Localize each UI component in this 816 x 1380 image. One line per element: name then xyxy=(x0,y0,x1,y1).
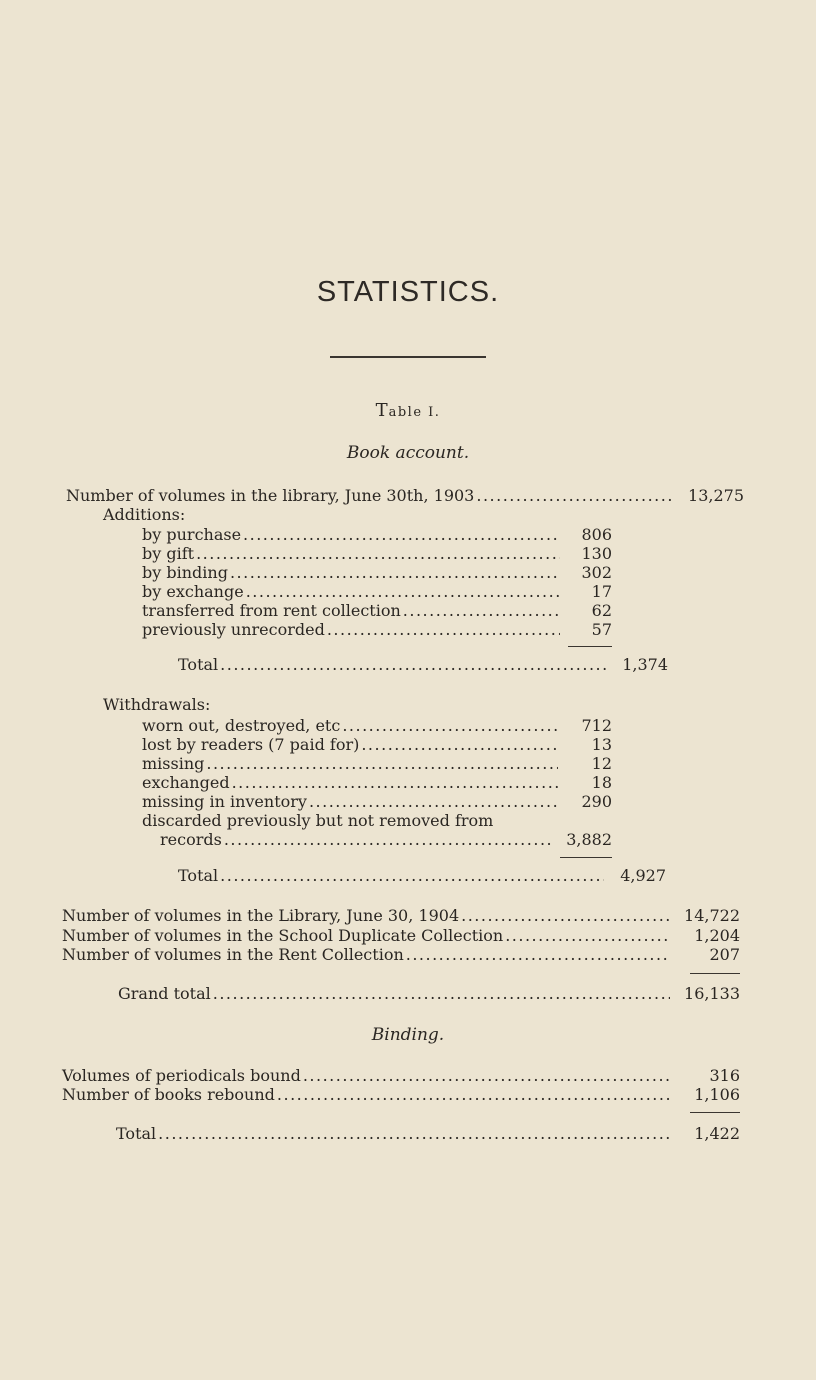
table-label xyxy=(0,400,816,421)
heading-rule xyxy=(330,356,486,358)
withdrawals-label: Withdrawals: xyxy=(103,695,211,714)
binding-rule xyxy=(690,1112,740,1113)
summary-value: 1,204 xyxy=(694,926,740,945)
binding-row: Volumes of periodicals bound ..... xyxy=(62,1066,672,1086)
addition-row: by gift ..... xyxy=(142,544,562,564)
addition-row: transferred from rent collection ..... xyxy=(142,601,562,621)
addition-value: 62 xyxy=(591,601,612,620)
summary-row: Number of volumes in the Library, June 30, 1904 ..... xyxy=(62,906,672,926)
addition-row: by exchange ..... xyxy=(142,582,562,602)
binding-value: 316 xyxy=(709,1066,740,1085)
addition-value: 17 xyxy=(591,582,612,601)
addition-row: by purchase ..... xyxy=(142,525,562,545)
withdrawal-row: missing in inventory ..... xyxy=(142,792,560,812)
grand-total-row: Grand total ..... xyxy=(118,984,672,1004)
summary-row: Number of volumes in the Rent Collection ..... xyxy=(62,945,672,965)
page-heading: STATISTICS. xyxy=(316,276,500,308)
withdrawal-row: missing ..... xyxy=(142,754,560,774)
withdrawal-value: 13 xyxy=(591,735,612,754)
additions-rule xyxy=(568,646,612,647)
discarded-label-line1: discarded previously but not removed from xyxy=(142,811,494,830)
summary-value: 207 xyxy=(709,945,740,964)
addition-value: 302 xyxy=(581,563,612,582)
addition-value: 57 xyxy=(591,620,612,639)
additions-total-value: 1,374 xyxy=(622,655,668,674)
table-label-initial: T xyxy=(375,400,389,421)
addition-row: previously unrecorded ..... xyxy=(142,620,562,640)
binding-title: Binding. xyxy=(371,1025,445,1045)
withdrawal-value: 290 xyxy=(581,792,612,811)
additions-total-row: Total ..... xyxy=(178,655,608,675)
summary-rule xyxy=(690,973,740,974)
addition-value: 130 xyxy=(581,544,612,563)
summary-value: 14,722 xyxy=(684,906,740,925)
table-label-rest: able I. xyxy=(388,405,441,420)
withdrawal-row: exchanged ..... xyxy=(142,773,560,793)
additions-label: Additions: xyxy=(103,505,186,524)
withdrawal-row: lost by readers (7 paid for) ..... xyxy=(142,735,560,755)
withdrawals-rule xyxy=(560,857,612,858)
withdrawal-value: 12 xyxy=(591,754,612,773)
binding-row: Number of books rebound ..... xyxy=(62,1085,672,1105)
grand-total-value: 16,133 xyxy=(684,984,740,1003)
discarded-row: records ..... xyxy=(160,830,556,850)
withdrawal-value: 712 xyxy=(581,716,612,735)
withdrawal-value: 18 xyxy=(591,773,612,792)
discarded-value: 3,882 xyxy=(566,830,612,849)
withdrawals-total-row: Total ..... xyxy=(178,866,606,886)
binding-total-row: Total ..... xyxy=(116,1124,672,1144)
addition-row: by binding ..... xyxy=(142,563,562,583)
withdrawal-row: worn out, destroyed, etc ..... xyxy=(142,716,560,736)
summary-row: Number of volumes in the School Duplicate Collection ..... xyxy=(62,926,672,946)
binding-total-value: 1,422 xyxy=(694,1124,740,1143)
volumes-1903-row: Number of volumes in the library, June 30th, 1903 ..... xyxy=(66,486,674,506)
withdrawals-total-value: 4,927 xyxy=(620,866,666,885)
book-account-title: Book account. xyxy=(346,443,470,463)
binding-value: 1,106 xyxy=(694,1085,740,1104)
addition-value: 806 xyxy=(581,525,612,544)
volumes-1903-value: 13,275 xyxy=(688,486,744,505)
